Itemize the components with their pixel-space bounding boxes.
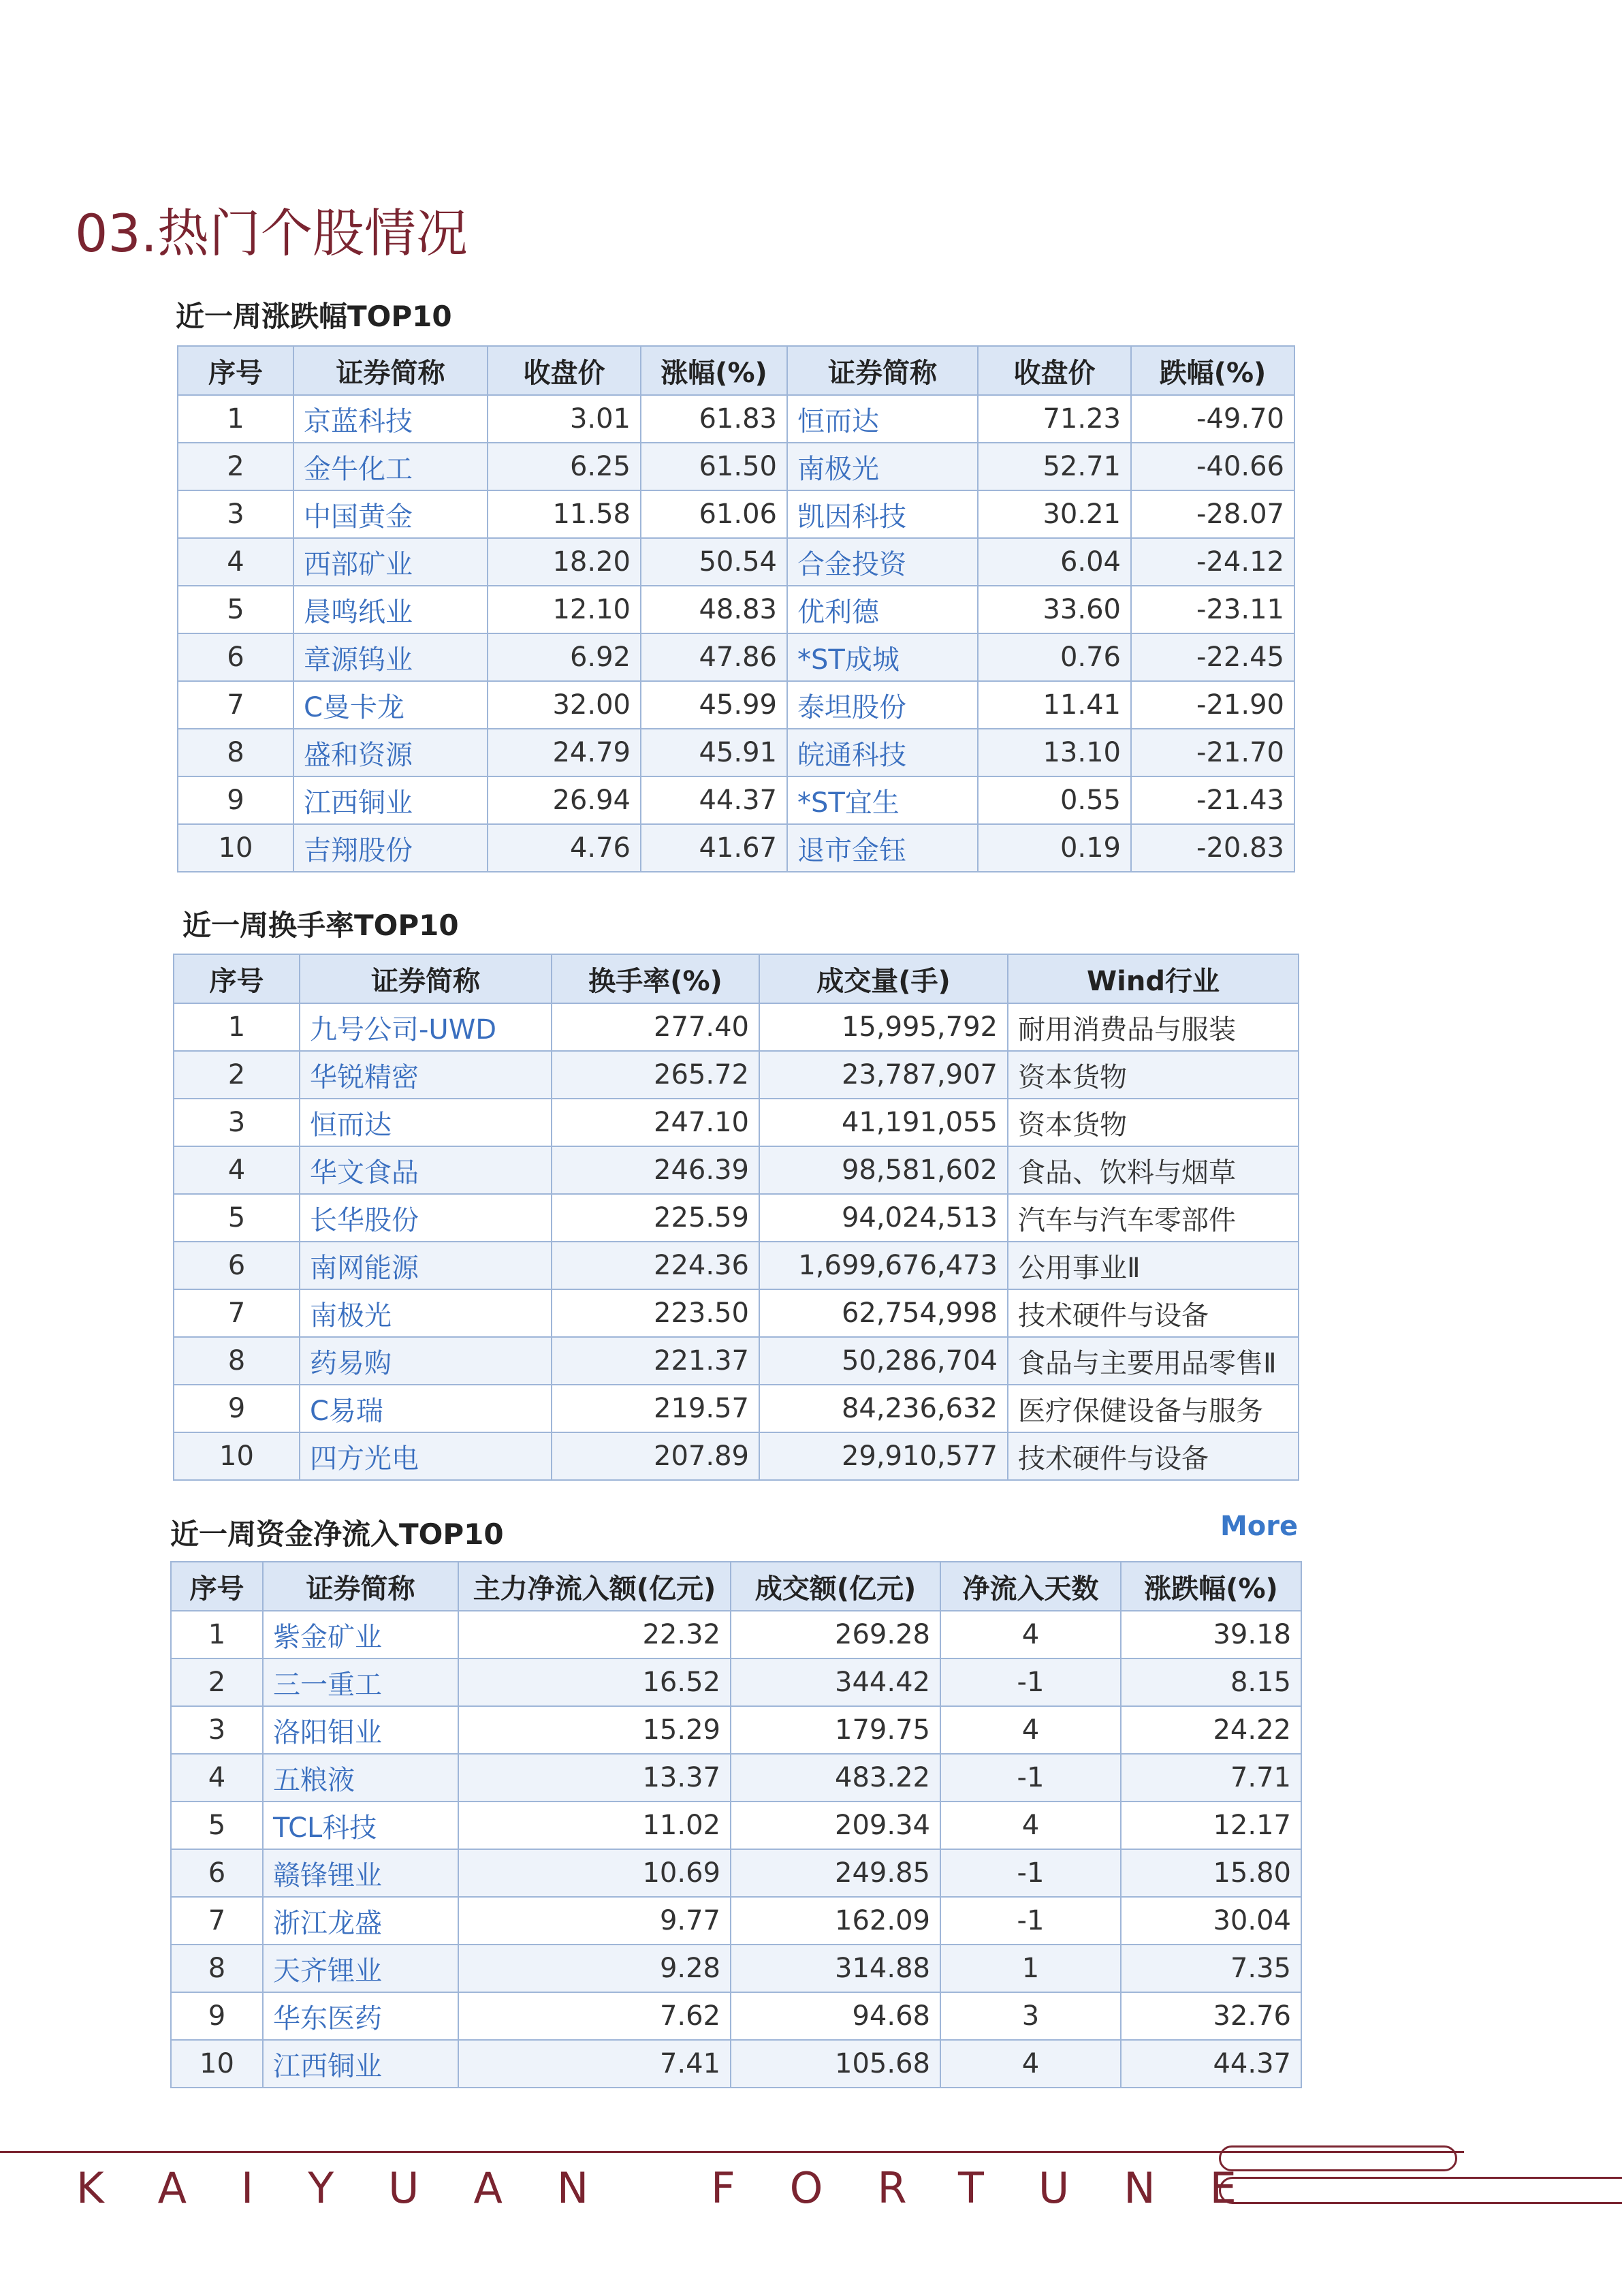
security-name-link[interactable]: 华东医药: [263, 1992, 458, 2040]
table-cell: -40.66: [1131, 443, 1294, 490]
security-name-link[interactable]: 皖通科技: [787, 729, 978, 776]
col-header: 涨幅(%): [641, 346, 787, 395]
table-cell: -1: [940, 1658, 1121, 1706]
table-cell: 8: [178, 729, 293, 776]
table-cell: 7.41: [458, 2040, 731, 2088]
table-cell: 4: [940, 1802, 1121, 1849]
table-cell: 0.55: [978, 776, 1131, 824]
table-cell: 50.54: [641, 538, 787, 586]
table-cell: 22.32: [458, 1611, 731, 1658]
table-cell: 16.52: [458, 1658, 731, 1706]
table-cell: 50,286,704: [759, 1337, 1008, 1385]
col-header: 净流入天数: [940, 1562, 1121, 1611]
table-cell: 技术硬件与设备: [1008, 1289, 1299, 1337]
table-cell: -20.83: [1131, 824, 1294, 872]
security-name-link[interactable]: 中国黄金: [293, 490, 488, 538]
col-header: 成交额(亿元): [731, 1562, 940, 1611]
table-cell: 10: [171, 2040, 263, 2088]
table-cell: 7.35: [1121, 1945, 1301, 1992]
table-cell: 资本货物: [1008, 1099, 1299, 1146]
table-cell: 资本货物: [1008, 1051, 1299, 1099]
table-row: [171, 1658, 1301, 1706]
table-cell: 12.17: [1121, 1802, 1301, 1849]
table-cell: 2: [171, 1658, 263, 1706]
table-cell: 13.37: [458, 1754, 731, 1802]
col-header: 收盘价: [978, 346, 1131, 395]
table-row: [171, 1611, 1301, 1658]
table-cell: 6: [174, 1242, 300, 1289]
security-name-link[interactable]: 三一重工: [263, 1658, 458, 1706]
table-cell: 247.10: [552, 1099, 759, 1146]
security-name-link[interactable]: 赣锋锂业: [263, 1849, 458, 1897]
table-cell: 12.10: [488, 586, 641, 633]
security-name-link[interactable]: 退市金钰: [787, 824, 978, 872]
table-cell: 24.22: [1121, 1706, 1301, 1754]
table-cell: 6: [178, 633, 293, 681]
security-name-link[interactable]: 南极光: [787, 443, 978, 490]
table-cell: 18.20: [488, 538, 641, 586]
table-cell: -23.11: [1131, 586, 1294, 633]
security-name-link[interactable]: 南极光: [300, 1289, 552, 1337]
table-cell: 1: [171, 1611, 263, 1658]
table-cell: 249.85: [731, 1849, 940, 1897]
table-row: [171, 1992, 1301, 2040]
table-cell: 10: [178, 824, 293, 872]
col-header: 证券简称: [787, 346, 978, 395]
table-cell: 225.59: [552, 1194, 759, 1242]
col-header: 涨跌幅(%): [1121, 1562, 1301, 1611]
table3-title: 近一周资金净流入TOP10: [170, 1517, 504, 1551]
table-cell: 207.89: [552, 1432, 759, 1480]
table-cell: 71.23: [978, 395, 1131, 443]
table-cell: -21.70: [1131, 729, 1294, 776]
table-cell: 2: [178, 443, 293, 490]
table-cell: 7: [171, 1897, 263, 1945]
table-cell: 7.62: [458, 1992, 731, 2040]
table-cell: 26.94: [488, 776, 641, 824]
table-header-row: [174, 954, 1299, 1003]
table-cell: -21.90: [1131, 681, 1294, 729]
table-header-row: [171, 1562, 1301, 1611]
security-name-link[interactable]: 金牛化工: [293, 443, 488, 490]
table-row: [171, 1754, 1301, 1802]
table-cell: 52.71: [978, 443, 1131, 490]
table-cell: 314.88: [731, 1945, 940, 1992]
security-name-link[interactable]: 四方光电: [300, 1432, 552, 1480]
security-name-link[interactable]: *ST成城: [787, 633, 978, 681]
table-cell: 47.86: [641, 633, 787, 681]
table-row: [178, 586, 1294, 633]
col-header: 跌幅(%): [1131, 346, 1294, 395]
table-cell: 179.75: [731, 1706, 940, 1754]
footer-brand: KAIYUAN FORTUNE: [76, 2163, 1291, 2213]
table-cell: 0.19: [978, 824, 1131, 872]
security-name-link[interactable]: C易瑞: [300, 1385, 552, 1432]
table-cell: 3: [178, 490, 293, 538]
table-row: [171, 1897, 1301, 1945]
security-name-link[interactable]: 泰坦股份: [787, 681, 978, 729]
table-row: [174, 1146, 1299, 1194]
table-cell: 224.36: [552, 1242, 759, 1289]
security-name-link[interactable]: 五粮液: [263, 1754, 458, 1802]
table-cell: 5: [171, 1802, 263, 1849]
table-cell: 8.15: [1121, 1658, 1301, 1706]
table-cell: 32.00: [488, 681, 641, 729]
col-header: 证券简称: [293, 346, 488, 395]
security-name-link[interactable]: 浙江龙盛: [263, 1897, 458, 1945]
table-row: [174, 1051, 1299, 1099]
security-name-link[interactable]: 合金投资: [787, 538, 978, 586]
table-cell: 食品、饮料与烟草: [1008, 1146, 1299, 1194]
security-name-link[interactable]: 九号公司-UWD: [300, 1003, 552, 1051]
table-cell: 94.68: [731, 1992, 940, 2040]
table-row: [174, 1337, 1299, 1385]
table-cell: 耐用消费品与服装: [1008, 1003, 1299, 1051]
table-row: [178, 395, 1294, 443]
table-cell: 32.76: [1121, 1992, 1301, 2040]
table-row: [178, 443, 1294, 490]
table-cell: 44.37: [1121, 2040, 1301, 2088]
security-name-link[interactable]: 盛和资源: [293, 729, 488, 776]
col-header: 主力净流入额(亿元): [458, 1562, 731, 1611]
col-header: 序号: [174, 954, 300, 1003]
table-row: [178, 681, 1294, 729]
table-row: [171, 1849, 1301, 1897]
security-name-link[interactable]: TCL科技: [263, 1802, 458, 1849]
table-cell: 61.50: [641, 443, 787, 490]
table-cell: 医疗保健设备与服务: [1008, 1385, 1299, 1432]
table-cell: 技术硬件与设备: [1008, 1432, 1299, 1480]
table-cell: -1: [940, 1849, 1121, 1897]
table-cell: 41.67: [641, 824, 787, 872]
table-cell: 8: [174, 1337, 300, 1385]
table-row: [178, 490, 1294, 538]
table-cell: 62,754,998: [759, 1289, 1008, 1337]
table-cell: 219.57: [552, 1385, 759, 1432]
table-cell: 15.80: [1121, 1849, 1301, 1897]
table-cell: 1: [178, 395, 293, 443]
table-row: [178, 776, 1294, 824]
table-cell: 4: [940, 1611, 1121, 1658]
security-name-link[interactable]: 章源钨业: [293, 633, 488, 681]
table-cell: 8: [171, 1945, 263, 1992]
table1-title: 近一周涨跌幅TOP10: [176, 300, 452, 333]
security-name-link[interactable]: 天齐锂业: [263, 1945, 458, 1992]
table-cell: 4: [940, 1706, 1121, 1754]
table-cell: -24.12: [1131, 538, 1294, 586]
col-header: 成交量(手): [759, 954, 1008, 1003]
security-name-link[interactable]: 紫金矿业: [263, 1611, 458, 1658]
table-cell: 29,910,577: [759, 1432, 1008, 1480]
table-cell: 3.01: [488, 395, 641, 443]
table-cell: 61.83: [641, 395, 787, 443]
security-name-link[interactable]: 凯因科技: [787, 490, 978, 538]
table-row: [171, 2040, 1301, 2088]
security-name-link[interactable]: C曼卡龙: [293, 681, 488, 729]
security-name-link[interactable]: 恒而达: [787, 395, 978, 443]
table-row: [174, 1099, 1299, 1146]
table-cell: 4: [178, 538, 293, 586]
table-cell: 162.09: [731, 1897, 940, 1945]
table-header-row: [178, 346, 1294, 395]
table-cell: -21.43: [1131, 776, 1294, 824]
table-cell: 45.91: [641, 729, 787, 776]
table-cell: 9: [178, 776, 293, 824]
table-cell: 30.04: [1121, 1897, 1301, 1945]
table-cell: 4: [940, 2040, 1121, 2088]
table2-title: 近一周换手率TOP10: [182, 909, 459, 942]
security-name-link[interactable]: 江西铜业: [263, 2040, 458, 2088]
table-cell: 10.69: [458, 1849, 731, 1897]
table-cell: 11.58: [488, 490, 641, 538]
table-row: [171, 1802, 1301, 1849]
table-row: [171, 1706, 1301, 1754]
table-cell: 344.42: [731, 1658, 940, 1706]
table-cell: 277.40: [552, 1003, 759, 1051]
table-cell: 9: [174, 1385, 300, 1432]
turnover-table: [173, 954, 1299, 1481]
net-inflow-table: [170, 1561, 1302, 2088]
table-cell: 6.25: [488, 443, 641, 490]
table-row: [174, 1194, 1299, 1242]
table-cell: 30.21: [978, 490, 1131, 538]
table-cell: 9: [171, 1992, 263, 2040]
col-header: 证券简称: [300, 954, 552, 1003]
table-cell: -22.45: [1131, 633, 1294, 681]
table-cell: 94,024,513: [759, 1194, 1008, 1242]
more-link[interactable]: More: [1220, 1511, 1299, 1542]
security-name-link[interactable]: 华锐精密: [300, 1051, 552, 1099]
table-cell: 1: [940, 1945, 1121, 1992]
col-header: 序号: [178, 346, 293, 395]
table-cell: 4.76: [488, 824, 641, 872]
security-name-link[interactable]: 恒而达: [300, 1099, 552, 1146]
table-row: [174, 1003, 1299, 1051]
table-cell: 3: [174, 1099, 300, 1146]
security-name-link[interactable]: 南网能源: [300, 1242, 552, 1289]
table-cell: -1: [940, 1754, 1121, 1802]
table-cell: 265.72: [552, 1051, 759, 1099]
table-cell: 4: [174, 1146, 300, 1194]
table-cell: 7: [174, 1289, 300, 1337]
table-cell: 10: [174, 1432, 300, 1480]
table-cell: 7: [178, 681, 293, 729]
security-name-link[interactable]: 长华股份: [300, 1194, 552, 1242]
table-cell: 6.04: [978, 538, 1131, 586]
gainers-losers-table: [177, 345, 1295, 872]
table-cell: 483.22: [731, 1754, 940, 1802]
table-cell: 11.02: [458, 1802, 731, 1849]
table-cell: 5: [178, 586, 293, 633]
table-row: [178, 538, 1294, 586]
table-cell: 15,995,792: [759, 1003, 1008, 1051]
col-header: 换手率(%): [552, 954, 759, 1003]
table-cell: 61.06: [641, 490, 787, 538]
security-name-link[interactable]: 西部矿业: [293, 538, 488, 586]
table-cell: 公用事业Ⅱ: [1008, 1242, 1299, 1289]
table-cell: 39.18: [1121, 1611, 1301, 1658]
security-name-link[interactable]: 优利德: [787, 586, 978, 633]
table-cell: 9.77: [458, 1897, 731, 1945]
table-cell: 246.39: [552, 1146, 759, 1194]
security-name-link[interactable]: 吉翔股份: [293, 824, 488, 872]
table-row: [174, 1289, 1299, 1337]
security-name-link[interactable]: 晨鸣纸业: [293, 586, 488, 633]
table-cell: 3: [940, 1992, 1121, 2040]
table-cell: 1: [174, 1003, 300, 1051]
table-cell: 98,581,602: [759, 1146, 1008, 1194]
table-row: [178, 633, 1294, 681]
table-cell: 5: [174, 1194, 300, 1242]
table-cell: 7.71: [1121, 1754, 1301, 1802]
table-cell: 33.60: [978, 586, 1131, 633]
table-cell: 48.83: [641, 586, 787, 633]
table-cell: 23,787,907: [759, 1051, 1008, 1099]
col-header: 证券简称: [263, 1562, 458, 1611]
table-cell: 84,236,632: [759, 1385, 1008, 1432]
col-header: 序号: [171, 1562, 263, 1611]
security-name-link[interactable]: 京蓝科技: [293, 395, 488, 443]
col-header: 收盘价: [488, 346, 641, 395]
table-cell: 1,699,676,473: [759, 1242, 1008, 1289]
table-cell: 105.68: [731, 2040, 940, 2088]
table-cell: -1: [940, 1897, 1121, 1945]
table-cell: -49.70: [1131, 395, 1294, 443]
col-header: Wind行业: [1008, 954, 1299, 1003]
security-name-link[interactable]: 华文食品: [300, 1146, 552, 1194]
table-cell: 15.29: [458, 1706, 731, 1754]
table-cell: 11.41: [978, 681, 1131, 729]
table-cell: 223.50: [552, 1289, 759, 1337]
table-cell: 3: [171, 1706, 263, 1754]
table-cell: 0.76: [978, 633, 1131, 681]
table-cell: 食品与主要用品零售Ⅱ: [1008, 1337, 1299, 1385]
security-name-link[interactable]: 药易购: [300, 1337, 552, 1385]
table-cell: 6: [171, 1849, 263, 1897]
table-row: [174, 1242, 1299, 1289]
table-row: [174, 1385, 1299, 1432]
table-row: [171, 1945, 1301, 1992]
table-cell: 13.10: [978, 729, 1131, 776]
table-row: [178, 824, 1294, 872]
security-name-link[interactable]: 洛阳钼业: [263, 1706, 458, 1754]
table-row: [178, 729, 1294, 776]
table-cell: 24.79: [488, 729, 641, 776]
table-cell: 9.28: [458, 1945, 731, 1992]
security-name-link[interactable]: 江西铜业: [293, 776, 488, 824]
table-cell: 44.37: [641, 776, 787, 824]
page-title: 03.热门个股情况: [75, 203, 468, 264]
table-cell: 269.28: [731, 1611, 940, 1658]
table-cell: 汽车与汽车零部件: [1008, 1194, 1299, 1242]
table-cell: 41,191,055: [759, 1099, 1008, 1146]
table-cell: -28.07: [1131, 490, 1294, 538]
security-name-link[interactable]: *ST宜生: [787, 776, 978, 824]
table-cell: 221.37: [552, 1337, 759, 1385]
table-cell: 209.34: [731, 1802, 940, 1849]
table-cell: 2: [174, 1051, 300, 1099]
table-row: [174, 1432, 1299, 1480]
table-cell: 6.92: [488, 633, 641, 681]
table-cell: 45.99: [641, 681, 787, 729]
table-cell: 4: [171, 1754, 263, 1802]
